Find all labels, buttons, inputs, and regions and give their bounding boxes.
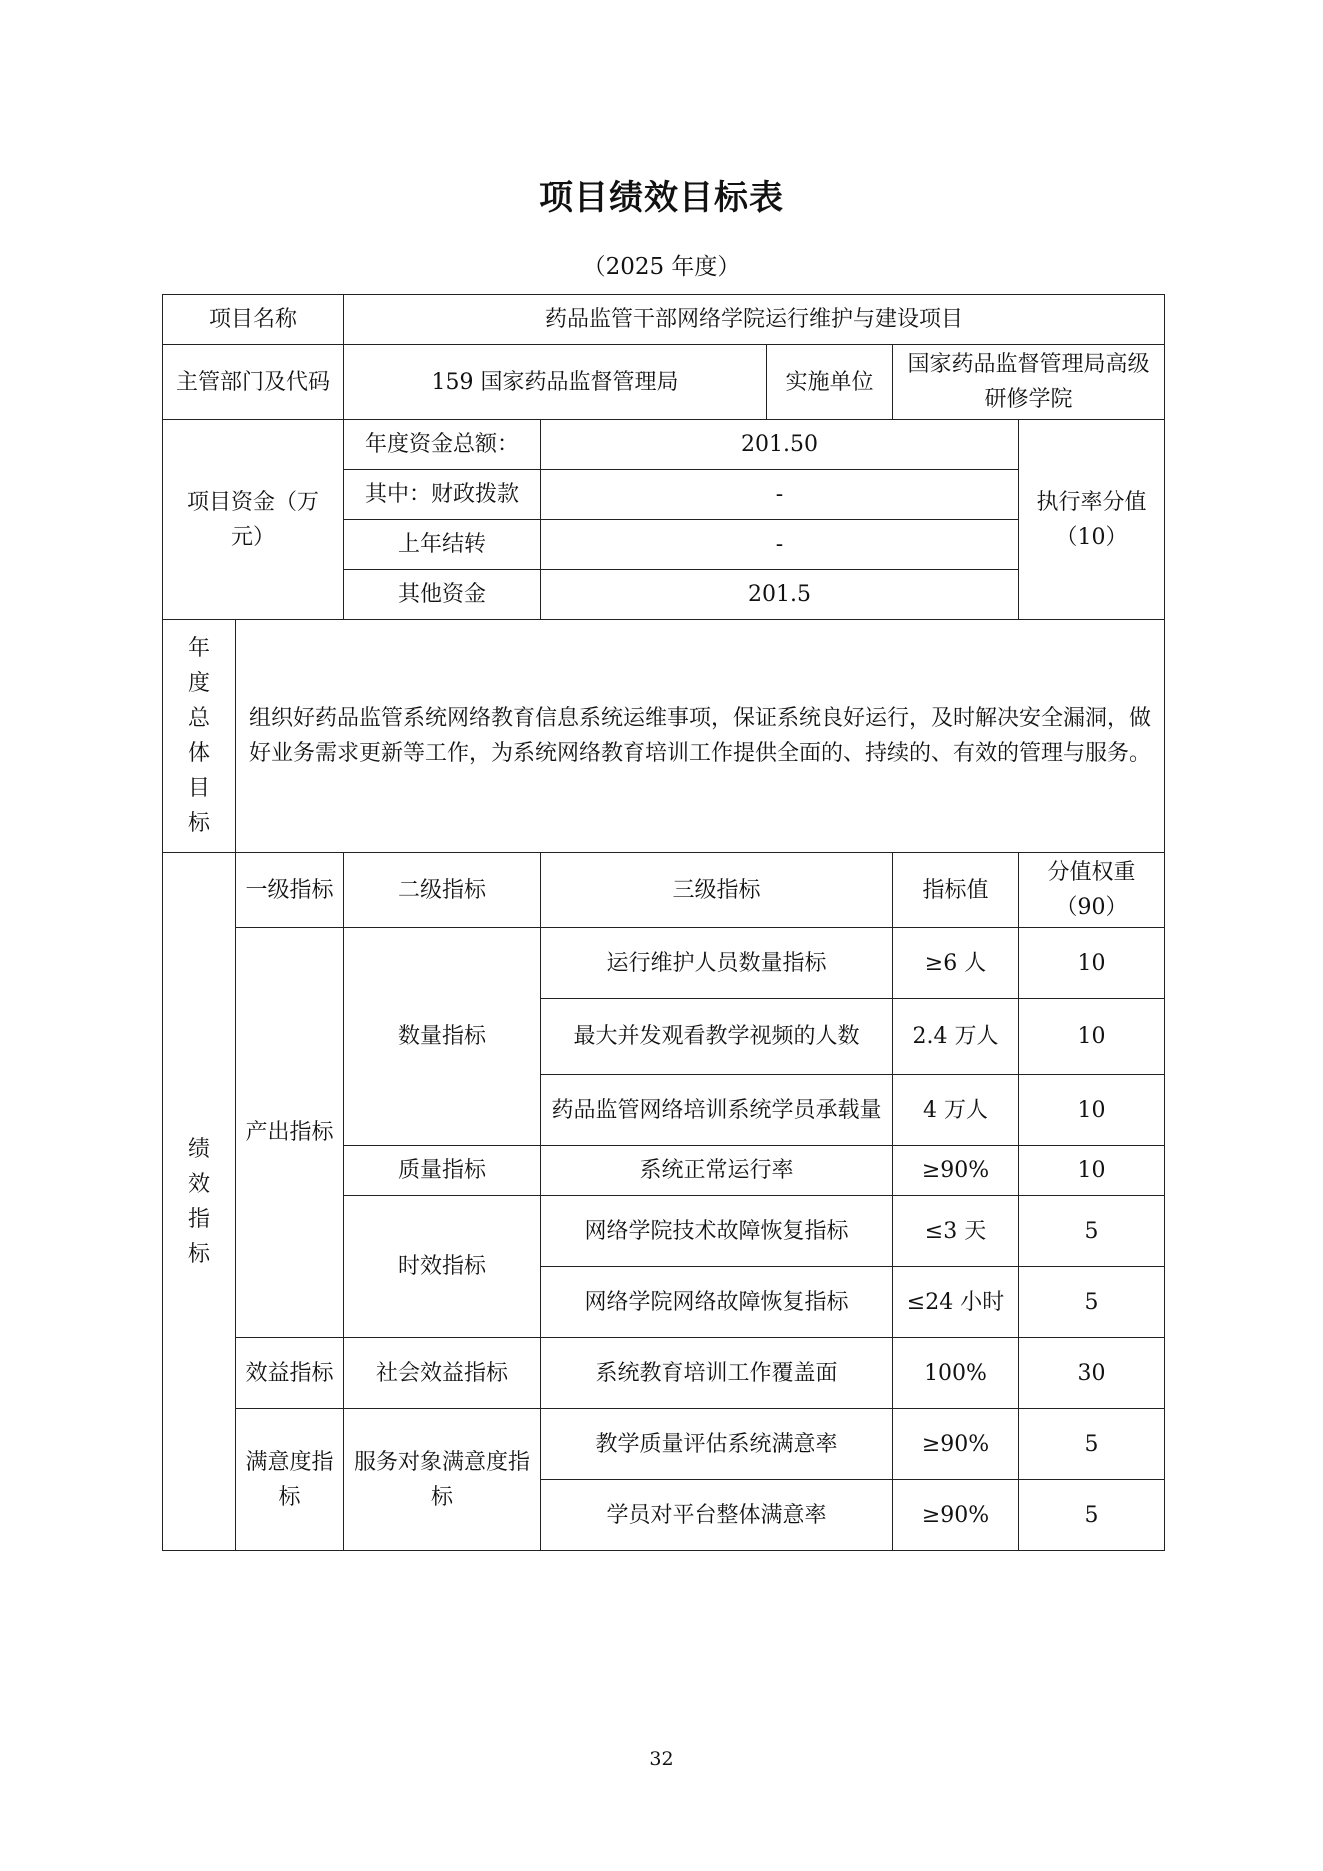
vertical-label-char: 度 — [187, 671, 210, 696]
page-number: 32 — [649, 1748, 674, 1770]
vertical-label-char: 体 — [187, 741, 210, 766]
indicator-header-row — [163, 853, 1165, 928]
project-name-row — [163, 295, 1165, 345]
department-row — [163, 345, 1165, 420]
level3-cell: 系统正常运行率 — [541, 1146, 893, 1196]
weight-cell: 10 — [1019, 1146, 1165, 1196]
funds-fiscal-value: - — [541, 470, 1019, 520]
header-weight: 分值权重（90） — [1019, 853, 1165, 928]
annual-goal-text: 组织好药品监管系统网络教育信息系统运维事项，保证系统良好运行，及时解决安全漏洞，做好业务需求更新等工作，为系统网络教育培训工作提供全面的、持续的、有效的管理与服务。 — [236, 620, 1165, 853]
value-cell: 2.4 万人 — [893, 999, 1019, 1075]
table-row — [163, 928, 1165, 999]
department-value: 159 国家药品监督管理局 — [344, 345, 767, 420]
header-level2: 二级指标 — [344, 853, 541, 928]
vertical-label-char: 效 — [187, 1171, 210, 1197]
implementing-unit-value: 国家药品监督管理局高级研修学院 — [893, 345, 1165, 420]
value-cell: ≥90% — [893, 1480, 1019, 1551]
level3-cell: 药品监管网络培训系统学员承载量 — [541, 1075, 893, 1146]
header-level1: 一级指标 — [236, 853, 344, 928]
value-cell: 100% — [893, 1338, 1019, 1409]
annual-goal-label — [163, 620, 236, 853]
weight-cell: 5 — [1019, 1480, 1165, 1551]
level2-social: 社会效益指标 — [344, 1338, 541, 1409]
value-cell: 4 万人 — [893, 1075, 1019, 1146]
level3-cell: 学员对平台整体满意率 — [541, 1480, 893, 1551]
vertical-label-char: 绩 — [187, 1136, 210, 1162]
funds-carryover-value: - — [541, 520, 1019, 570]
header-level3: 三级指标 — [541, 853, 893, 928]
project-name-label: 项目名称 — [163, 295, 344, 345]
funds-other-label: 其他资金 — [344, 570, 541, 620]
execution-rate-score-label: 执行率分值（10） — [1019, 420, 1165, 620]
header-value: 指标值 — [893, 853, 1019, 928]
level3-cell: 网络学院网络故障恢复指标 — [541, 1267, 893, 1338]
funds-label: 项目资金（万元） — [163, 420, 344, 620]
vertical-label-char: 目 — [187, 776, 210, 801]
weight-cell: 5 — [1019, 1409, 1165, 1480]
value-cell: ≤24 小时 — [893, 1267, 1019, 1338]
performance-target-table — [162, 294, 1165, 1551]
level3-cell: 系统教育培训工作覆盖面 — [541, 1338, 893, 1409]
value-cell: ≥90% — [893, 1146, 1019, 1196]
level1-benefit: 效益指标 — [236, 1338, 344, 1409]
department-label: 主管部门及代码 — [163, 345, 344, 420]
level1-satisfaction: 满意度指标 — [236, 1409, 344, 1551]
funds-fiscal-label: 其中：财政拨款 — [344, 470, 541, 520]
level1-output: 产出指标 — [236, 928, 344, 1338]
vertical-label-char: 指 — [187, 1206, 210, 1232]
weight-cell: 30 — [1019, 1338, 1165, 1409]
indicator-section-label — [163, 853, 236, 1551]
page-title: 项目绩效目标表 — [539, 178, 784, 218]
weight-cell: 10 — [1019, 928, 1165, 999]
level2-quality: 质量指标 — [344, 1146, 541, 1196]
level2-service: 服务对象满意度指标 — [344, 1409, 541, 1551]
value-cell: ≥6 人 — [893, 928, 1019, 999]
vertical-label-char: 年 — [187, 636, 210, 661]
page-subtitle: （2025 年度） — [582, 254, 741, 280]
vertical-label-char: 标 — [187, 1241, 210, 1267]
funds-carryover-label: 上年结转 — [344, 520, 541, 570]
annual-goal-row — [163, 620, 1165, 853]
vertical-label-char: 标 — [187, 811, 210, 836]
weight-cell: 5 — [1019, 1196, 1165, 1267]
level2-quantity: 数量指标 — [344, 928, 541, 1146]
level3-cell: 最大并发观看教学视频的人数 — [541, 999, 893, 1075]
funds-total-label: 年度资金总额： — [344, 420, 541, 470]
level3-cell: 网络学院技术故障恢复指标 — [541, 1196, 893, 1267]
table-row — [163, 1409, 1165, 1480]
project-name-value: 药品监管干部网络学院运行维护与建设项目 — [344, 295, 1165, 345]
weight-cell: 5 — [1019, 1267, 1165, 1338]
level3-cell: 教学质量评估系统满意率 — [541, 1409, 893, 1480]
vertical-label-char: 总 — [187, 706, 210, 731]
value-cell: ≤3 天 — [893, 1196, 1019, 1267]
level3-cell: 运行维护人员数量指标 — [541, 928, 893, 999]
weight-cell: 10 — [1019, 999, 1165, 1075]
value-cell: ≥90% — [893, 1409, 1019, 1480]
funds-total-value: 201.50 — [541, 420, 1019, 470]
funds-other-value: 201.5 — [541, 570, 1019, 620]
level2-timeliness: 时效指标 — [344, 1196, 541, 1338]
implementing-unit-label: 实施单位 — [767, 345, 893, 420]
table-row — [163, 1338, 1165, 1409]
weight-cell: 10 — [1019, 1075, 1165, 1146]
funds-total-row — [163, 420, 1165, 470]
